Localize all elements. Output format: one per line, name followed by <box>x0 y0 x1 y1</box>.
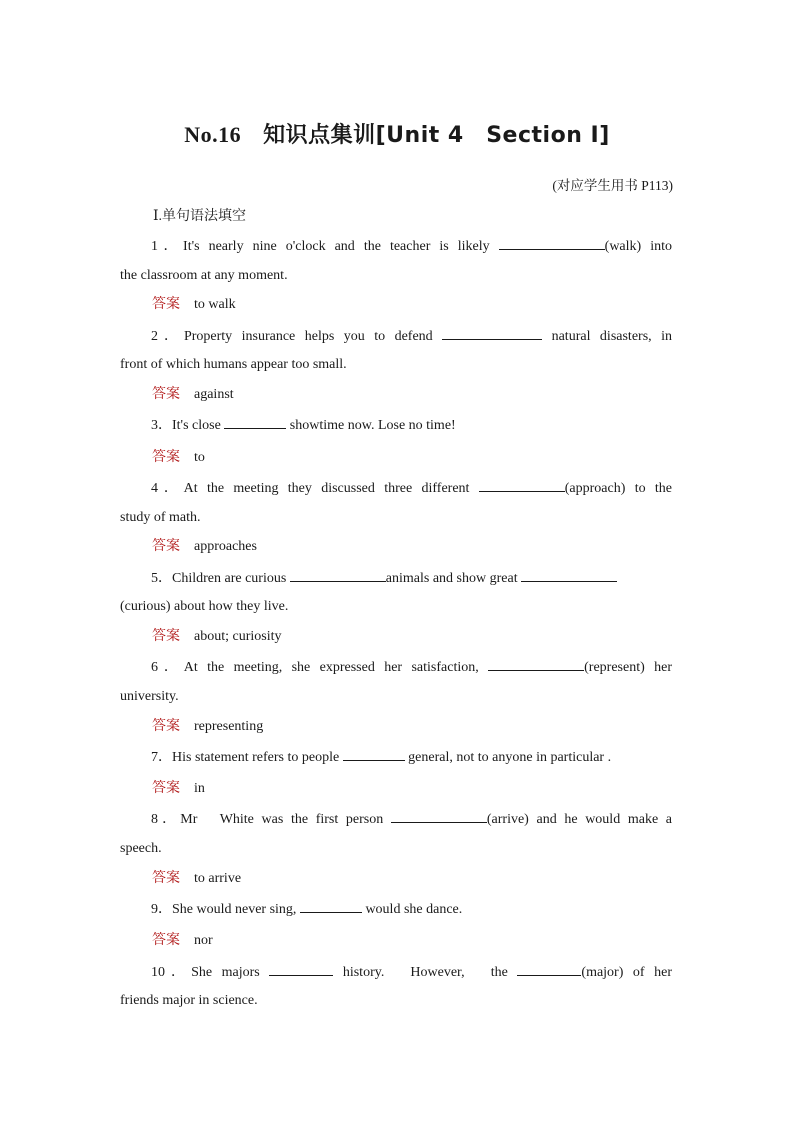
answer-blank[interactable] <box>479 479 565 492</box>
answer-7: 答案 in <box>152 780 205 796</box>
answer-3: 答案 to <box>152 449 205 465</box>
section-heading: Ⅰ.单句语法填空 <box>153 209 247 224</box>
answer-8: 答案 to arrive <box>152 870 242 886</box>
answer-label: 答案 <box>152 628 180 644</box>
question-5-continuation: (curious) about how they live. <box>120 599 289 614</box>
question-6-continuation: university. <box>120 689 179 704</box>
answer-blank[interactable] <box>269 963 333 976</box>
answer-blank[interactable] <box>517 963 581 976</box>
question-7: 7．His statement refers to people general, not to anyone in particular . <box>151 750 612 765</box>
question-4: 4．At the meeting they discussed three different (approach) to the <box>151 481 673 496</box>
answer-blank[interactable] <box>300 900 362 913</box>
answer-label: 答案 <box>152 780 180 796</box>
question-6: 6．At the meeting, she expressed her satisfaction, (represent) her <box>151 660 673 675</box>
exercise-number: No.16 <box>184 122 242 147</box>
question-10: 10．She majors history. However, the (major) of her <box>151 965 673 980</box>
question-8: 8．Mr White was the first person (arrive) and he would make a <box>151 812 673 827</box>
question-10-continuation: friends major in science. <box>120 993 258 1008</box>
answer-6: 答案 representing <box>152 718 264 734</box>
question-5: 5．Children are curious animals and show great <box>151 569 672 588</box>
exercise-title: 知识点集训[Unit 4 Section Ⅰ] <box>263 123 610 148</box>
answer-label: 答案 <box>152 386 180 402</box>
question-2: 2．Property insurance helps you to defend natural disasters, in <box>151 329 672 344</box>
answer-blank[interactable] <box>499 237 605 250</box>
answer-label: 答案 <box>152 870 180 886</box>
question-1: 1．It's nearly nine o'clock and the teacher is likely (walk) into <box>151 239 672 254</box>
answer-label: 答案 <box>152 718 180 734</box>
question-2-continuation: front of which humans appear too small. <box>120 357 347 372</box>
answer-blank[interactable] <box>290 569 386 582</box>
answer-label: 答案 <box>152 296 180 312</box>
answer-5: 答案 about; curiosity <box>152 628 282 644</box>
answer-blank[interactable] <box>442 327 542 340</box>
answer-blank[interactable] <box>391 810 487 823</box>
page-title <box>0 118 794 149</box>
answer-2: 答案 against <box>152 386 234 402</box>
question-1-continuation: the classroom at any moment. <box>120 268 288 283</box>
textbook-reference: (对应学生用书 P113) <box>552 178 673 193</box>
answer-label: 答案 <box>152 538 180 554</box>
question-3: 3．It's close showtime now. Lose no time! <box>151 418 456 433</box>
question-9: 9．She would never sing, would she dance. <box>151 902 463 917</box>
answer-blank[interactable] <box>224 416 286 429</box>
answer-1: 答案 to walk <box>152 296 236 312</box>
answer-label: 答案 <box>152 932 180 948</box>
answer-label: 答案 <box>152 449 180 465</box>
answer-4: 答案 approaches <box>152 538 257 554</box>
answer-blank[interactable] <box>521 569 617 582</box>
question-4-continuation: study of math. <box>120 510 201 525</box>
answer-9: 答案 nor <box>152 932 213 948</box>
answer-blank[interactable] <box>343 748 405 761</box>
question-8-continuation: speech. <box>120 841 162 856</box>
answer-blank[interactable] <box>488 658 584 671</box>
